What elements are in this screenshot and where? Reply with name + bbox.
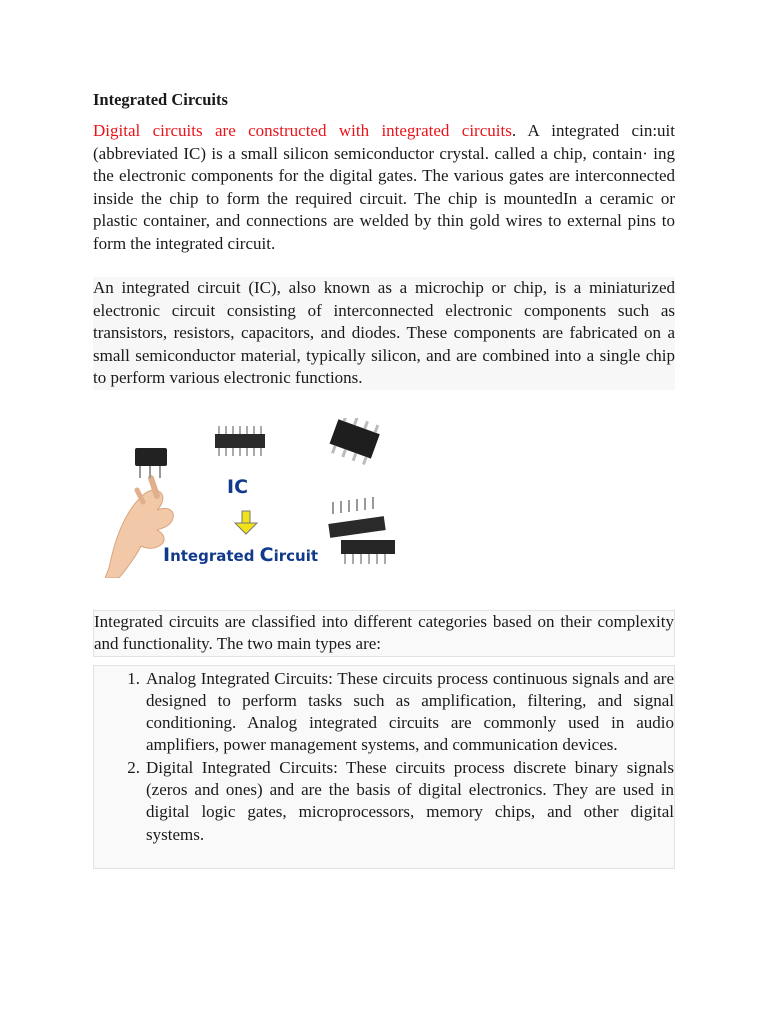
- integrated-circuit-caption: [163, 544, 318, 566]
- caption-initial-i: I: [163, 543, 171, 566]
- ic-illustration: [105, 418, 395, 578]
- intro-paragraph-rest: . A integrated cin:uit (abbreviated IC) is a small silicon semiconductor crystal. called a chip, contain· ing the electronic components for the digital gates. The various gates are interconnected inside the chip to form the required circuit. The chip is mountedIn a ceramic or plastic container, and connections are welded by thin gold wires to external pins to form the integrated circuit.: [93, 121, 675, 253]
- list-item-text: Digital Integrated Circuits: These circuits process discrete binary signals (zeros and ones) and are the basis of digital electronics. They are used in digital logic gates, microprocessors, memory chips, and other digital systems.: [146, 757, 674, 844]
- definition-paragraph: An integrated circuit (IC), also known as a microchip or chip, is a miniaturized electronic circuit consisting of interconnected electronic components such as transistors, resistors, capacitors, and diodes. These components are fabricated on a small semiconductor material, typically silicon, and are combined into a single chip to perform various electronic functions.: [93, 277, 675, 390]
- caption-word-ircuit: ircuit: [273, 546, 319, 565]
- classification-paragraph: Integrated circuits are classified into different categories based on their complexity and functionality. The two main types are:: [93, 610, 675, 657]
- caption-initial-c: C: [259, 543, 274, 566]
- document-page: [93, 86, 675, 869]
- intro-paragraph: [93, 120, 675, 255]
- list-item-number: 2.: [127, 757, 140, 777]
- highlighted-sentence: Digital circuits are constructed with integrated circuits: [93, 121, 512, 140]
- ic-types-list: [93, 665, 675, 869]
- soic-chip-icon: [327, 418, 383, 466]
- dip-chip-icon-bottom: [328, 497, 395, 564]
- chip-icon-held: [135, 448, 167, 478]
- document-title: Integrated Circuits: [93, 90, 228, 109]
- list-item: [94, 757, 674, 846]
- ic-label: IC: [227, 475, 249, 498]
- list-item-number: 1.: [127, 668, 140, 688]
- caption-word-ntegrated: ntegrated: [170, 546, 260, 565]
- dip-chip-icon-top: [215, 426, 265, 456]
- list-item: [94, 668, 674, 757]
- down-arrow-icon: [235, 511, 257, 534]
- list-item-text: Analog Integrated Circuits: These circuits process continuous signals and are designed to perform tasks such as amplification, filtering, and signal conditioning. Analog integrated circuits are commonly used in audio amplifiers, power management systems, and communication devices.: [146, 668, 674, 755]
